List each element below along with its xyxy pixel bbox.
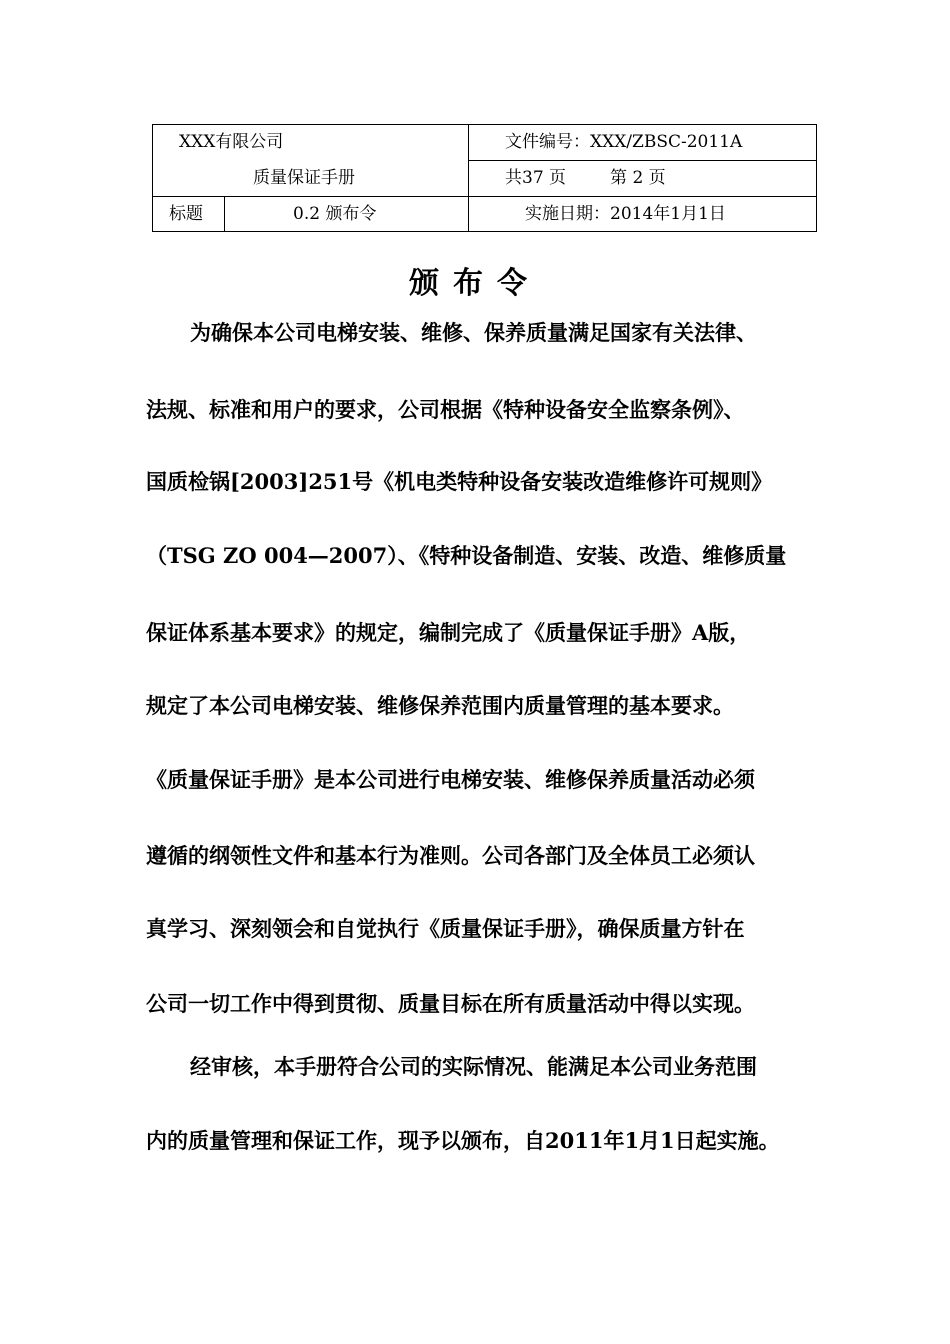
document-number: 文件编号：XXX/ZBSC-2011A [469, 125, 817, 161]
body-line: 内的质量管理和保证工作，现予以颁布，自2011年1月1日起实施。 [146, 1128, 780, 1153]
document-title: 颁布令 [409, 266, 541, 301]
document-header-table [152, 124, 817, 232]
total-pages: 共37 页 [505, 168, 567, 188]
body-line: 规定了本公司电梯安装、维修保养范围内质量管理的基本要求。 [146, 693, 734, 718]
company-name: XXX有限公司 [153, 125, 469, 161]
section-title: 0.2 颁布令 [225, 197, 469, 232]
body-line: 为确保本公司电梯安装、维修、保养质量满足国家有关法律、 [190, 320, 757, 345]
body-line: 公司一切工作中得到贯彻、质量目标在所有质量活动中得以实现。 [146, 991, 755, 1016]
body-line: （TSG ZO 004—2007）、《特种设备制造、安装、改造、维修质量 [146, 543, 787, 568]
body-line: 遵循的纲领性文件和基本行为准则。公司各部门及全体员工必须认 [146, 843, 755, 868]
page-info [469, 161, 817, 197]
title-label: 标题 [153, 197, 225, 232]
body-line: 法规、标准和用户的要求，公司根据《特种设备安全监察条例》、 [146, 397, 745, 422]
body-line: 国质检锅[2003]251号《机电类特种设备安装改造维修许可规则》 [146, 469, 773, 494]
effective-date: 实施日期：2014年1月1日 [469, 197, 817, 232]
manual-name: 质量保证手册 [153, 161, 469, 197]
body-line: 经审核，本手册符合公司的实际情况、能满足本公司业务范围 [190, 1054, 757, 1079]
body-line: 保证体系基本要求》的规定，编制完成了《质量保证手册》A版， [146, 620, 751, 645]
current-page: 第 2 页 [610, 168, 666, 188]
body-line: 真学习、深刻领会和自觉执行《质量保证手册》，确保质量方针在 [146, 916, 745, 941]
body-line: 《质量保证手册》是本公司进行电梯安装、维修保养质量活动必须 [146, 767, 755, 792]
